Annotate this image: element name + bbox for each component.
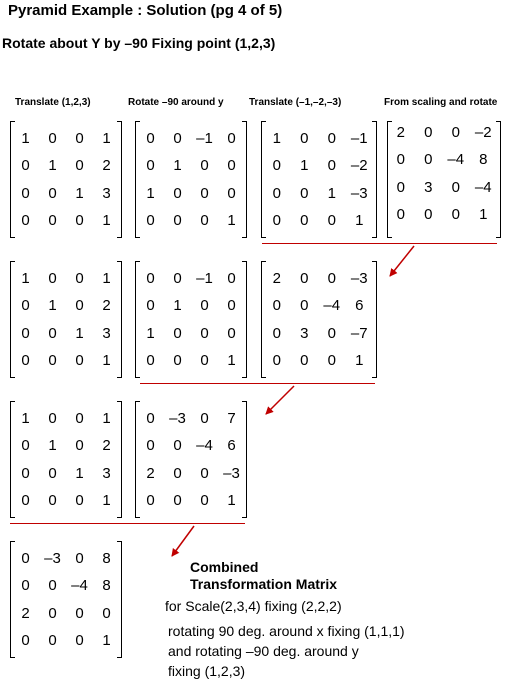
matrix-cell: 0 [75,297,84,315]
matrix-cell: –3 [169,410,186,428]
matrix-cell: 1 [48,157,57,175]
matrix-cell: 1 [227,211,236,229]
matrix-cell: 3 [102,324,111,342]
matrix-cell: 0 [451,124,460,142]
matrix-cell: 0 [48,631,57,649]
matrix-cell: 0 [75,270,84,288]
matrix-cell: 0 [272,297,281,315]
matrix-cell: 0 [200,184,209,202]
matrix-cell: 0 [173,351,182,369]
matrix-cell: 0 [173,437,182,455]
matrix-cell: 1 [355,351,364,369]
matrix-cell: 0 [327,270,336,288]
matrix-cell: 3 [102,464,111,482]
matrix-cell: 0 [75,631,84,649]
matrix-cell: 1 [102,211,111,229]
matrix-cell: –1 [196,130,213,148]
matrix-cell: 1 [75,184,84,202]
matrix-cell: 1 [48,437,57,455]
matrix-cell: 0 [48,351,57,369]
matrix-cell: 1 [146,184,155,202]
matrix-cell: 0 [272,184,281,202]
matrix-cell: 0 [146,130,155,148]
matrix-cell: 0 [272,351,281,369]
matrix-cell: 8 [102,550,111,568]
page-subtitle: Rotate about Y by –90 Fixing point (1,2,3) [2,35,276,51]
matrix-cell: –3 [350,184,368,202]
matrix-cell: 2 [21,604,30,622]
matrix-cell: 0 [75,211,84,229]
matrix-cell: 0 [146,270,155,288]
matrix-cell: 6 [227,437,236,455]
matrix-cell: 0 [227,157,236,175]
matrix-cell: 0 [102,604,111,622]
matrix-cell: 1 [272,130,281,148]
matrix-cell: –7 [350,324,368,342]
matrix-cell: 0 [146,410,155,428]
matrix-cell: 0 [48,211,57,229]
matrix-cell: 1 [102,130,111,148]
matrix-cell: 0 [21,351,30,369]
matrix-cell: 1 [21,410,30,428]
page-title: Pyramid Example : Solution (pg 4 of 5) [8,2,283,19]
matrix-cell: 0 [173,324,182,342]
matrix-cell: 0 [21,631,30,649]
matrix-cell: 8 [479,151,488,169]
matrix-cell: 0 [300,351,309,369]
matrix-cell: 0 [48,464,57,482]
matrix-cell: 8 [102,577,111,595]
matrix-cell: 0 [451,178,460,196]
matrix-cell: –4 [474,178,492,196]
matrix-cell: 0 [227,184,236,202]
matrix-cell: 1 [227,491,236,509]
matrix-cell: 0 [451,205,460,223]
matrix-cell: –4 [447,151,465,169]
matrix-cell: 0 [327,157,336,175]
matrix-cell: 3 [102,184,111,202]
matrix-cell: 1 [227,351,236,369]
matrix-cell: –2 [474,124,492,142]
matrix-cell: 0 [200,491,209,509]
matrix-cell: 0 [146,491,155,509]
matrix-cell: 0 [424,151,433,169]
matrix-cell: 0 [21,184,30,202]
combined-line-6: fixing (1,2,3) [168,663,246,679]
arrow-3 [172,526,194,556]
matrix-cell: 0 [48,184,57,202]
matrix-cell: 1 [327,184,336,202]
label-translate-2: Translate (–1,–2,–3) [249,97,342,108]
matrix-cell: 0 [173,130,182,148]
matrix-cell: 6 [355,297,364,315]
matrix-cell: 3 [300,324,309,342]
matrix-cell: 0 [146,297,155,315]
matrix-cell: –4 [71,577,88,595]
matrix-cell: 0 [424,205,433,223]
matrix-cell: 0 [300,184,309,202]
matrix-cell: 0 [227,324,236,342]
matrix-cell: 0 [300,270,309,288]
matrix-cell: 0 [146,211,155,229]
matrix-cell: 0 [173,184,182,202]
matrix-cell: 0 [146,437,155,455]
matrix-cell: –3 [350,270,368,288]
matrix-cell: –3 [44,550,61,568]
arrow-1 [390,246,414,276]
matrix-cell: 0 [327,324,336,342]
matrix-cell: 0 [300,297,309,315]
matrix-cell: 0 [75,604,84,622]
matrix-cell: 1 [102,410,111,428]
matrix-cell: 0 [75,410,84,428]
matrix-cell: 1 [173,297,182,315]
matrix-cell: 2 [146,464,155,482]
matrix-cell: 0 [200,157,209,175]
arrow-2 [266,386,294,414]
matrix-cell: 0 [21,324,30,342]
matrix-cell: 0 [396,151,405,169]
matrix-cell: 0 [200,211,209,229]
matrix-cell: 1 [48,297,57,315]
matrix-cell: 0 [227,270,236,288]
matrix-cell: 1 [21,130,30,148]
matrix-cell: 0 [21,464,30,482]
matrix-cell: 1 [75,324,84,342]
matrix-cell: 0 [227,297,236,315]
matrix-cell: 0 [146,351,155,369]
combined-line-5: and rotating –90 deg. around y [168,643,359,659]
matrix-cell: 0 [48,270,57,288]
matrix-cell: 0 [327,211,336,229]
matrix-cell: 1 [146,324,155,342]
matrix-cell: –1 [196,270,213,288]
combined-line-2: Transformation Matrix [190,576,338,592]
matrix-cell: 0 [272,157,281,175]
matrix-cell: 7 [227,410,236,428]
matrix-cell: 0 [200,351,209,369]
matrix-cell: 0 [396,205,405,223]
matrix-cell: 2 [102,297,111,315]
matrix-cell: 0 [48,577,57,595]
matrix-cell: 0 [173,270,182,288]
matrix-cell: 0 [327,130,336,148]
matrix-cell: 0 [146,157,155,175]
matrix-cell: 1 [102,491,111,509]
matrix-cell: 0 [300,130,309,148]
matrix-cell: 0 [424,124,433,142]
matrix-cell: 0 [21,437,30,455]
label-translate-1: Translate (1,2,3) [15,97,91,108]
matrix-cell: 0 [173,491,182,509]
matrix-cell: 1 [102,270,111,288]
matrix-cell: 0 [21,577,30,595]
matrix-cell: 0 [200,464,209,482]
matrix-cell: 0 [272,211,281,229]
combined-line-1: Combined [190,559,259,575]
matrix-cell: 1 [173,157,182,175]
matrix-cell: 0 [272,324,281,342]
matrix-cell: 0 [48,324,57,342]
matrix-cell: 0 [75,157,84,175]
matrix-cell: 0 [21,297,30,315]
matrix-cell: 0 [21,211,30,229]
matrix-cell: 0 [48,410,57,428]
matrix-cell: 0 [75,351,84,369]
matrix-cell: 3 [424,178,433,196]
matrix-cell: 0 [75,130,84,148]
matrix-cell: 1 [479,205,488,223]
matrix-cell: 0 [75,437,84,455]
matrix-cell: 2 [102,157,111,175]
matrix-cell: 1 [300,157,309,175]
matrix-cell: 0 [300,211,309,229]
matrix-cell: 1 [355,211,364,229]
matrix-cell: –1 [350,130,368,148]
matrix-cell: 1 [102,631,111,649]
matrix-cell: 0 [227,130,236,148]
matrix-cell: 0 [21,157,30,175]
matrix-cell: 2 [396,124,405,142]
combined-line-4: rotating 90 deg. around x fixing (1,1,1) [168,623,405,639]
matrix-cell: 0 [21,550,30,568]
combined-line-3: for Scale(2,3,4) fixing (2,2,2) [165,598,342,614]
matrix-cell: –4 [323,297,341,315]
matrix-cell: 0 [75,550,84,568]
matrix-cell: 0 [48,604,57,622]
matrix-cell: –2 [350,157,368,175]
label-rotate: Rotate –90 around y [128,97,224,108]
matrix-cell: 0 [75,491,84,509]
matrix-cell: –4 [196,437,213,455]
matrix-cell: 0 [396,178,405,196]
matrix-cell: 2 [102,437,111,455]
matrix-cell: 1 [75,464,84,482]
matrix-cell: 1 [21,270,30,288]
matrix-cell: 0 [173,211,182,229]
matrix-cell: 0 [48,130,57,148]
matrix-cell: 0 [200,410,209,428]
matrix-cell: 0 [21,491,30,509]
matrix-cell: 0 [200,324,209,342]
matrix-cell: 2 [272,270,281,288]
matrix-cell: 0 [327,351,336,369]
matrix-cell: 1 [102,351,111,369]
matrix-cell: 0 [173,464,182,482]
matrix-cell: 0 [200,297,209,315]
matrix-cell: 0 [48,491,57,509]
label-from-scaling: From scaling and rotate [384,97,498,108]
matrix-cell: –3 [223,464,240,482]
